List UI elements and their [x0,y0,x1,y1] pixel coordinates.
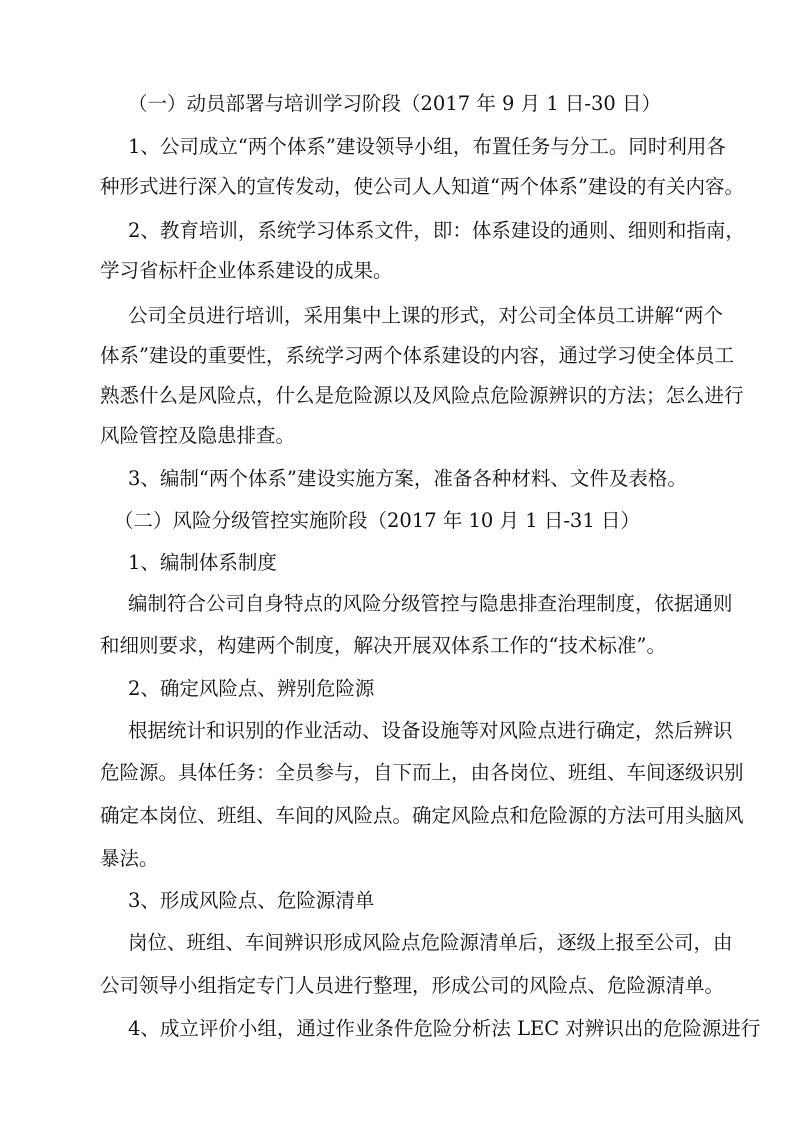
paragraph-line: 根据统计和识别的作业活动、设备设施等对风险点进行确定，然后辨识 [128,719,733,742]
paragraph-line: 暴法。 [100,847,159,870]
paragraph-line: 公司领导小组指定专门人员进行整理，形成公司的风险点、危险源清单。 [100,974,725,997]
section-heading-1: （一）动员部署与培训学习阶段（2017 年 9 月 1 日-30 日） [128,92,662,115]
paragraph-line: 编制符合公司自身特点的风险分级管控与隐患排查治理制度，依据通则 [128,592,733,615]
paragraph-line: 危险源。具体任务：全员参与，自下而上，由各岗位、班组、车间逐级识别 [100,761,744,784]
paragraph-line: 1、公司成立“两个体系”建设领导小组，布置任务与分工。同时利用各 [128,135,726,158]
paragraph-line: 岗位、班组、车间辨识形成风险点危险源清单后，逐级上报至公司，由 [128,931,733,954]
paragraph-line: 种形式进行深入的宣传发动，使公司人人知道“两个体系”建设的有关内容。 [100,175,744,198]
paragraph-line: 体系”建设的重要性，系统学习两个体系建设的内容，通过学习使全体员工 [100,344,734,367]
paragraph-line: 和细则要求，构建两个制度，解决开展双体系工作的“技术标准”。 [100,634,666,657]
paragraph-line: 确定本岗位、班组、车间的风险点。确定风险点和危险源的方法可用头脑风 [100,804,744,827]
subheading: 3、形成风险点、危险源清单 [128,889,375,912]
paragraph-line: 3、编制“两个体系”建设实施方案，准备各种材料、文件及表格。 [128,467,687,490]
subheading: 2、确定风险点、辨别危险源 [128,677,375,700]
paragraph-line: 熟悉什么是风险点，什么是危险源以及风险点危险源辨识的方法；怎么进行 [100,384,744,407]
paragraph-line: 学习省标杆企业体系建设的成果。 [100,259,393,282]
paragraph-line: 4、成立评价小组，通过作业条件危险分析法 LEC 对辨识出的危险源进行 [128,1017,761,1040]
paragraph-line: 2、教育培训，系统学习体系文件，即：体系建设的通则、细则和指南， [128,219,745,242]
section-heading-2: （二）风险分级管控实施阶段（2017 年 10 月 1 日-31 日） [114,509,640,532]
paragraph-line: 风险管控及隐患排查。 [100,424,296,447]
subheading: 1、编制体系制度 [128,551,277,574]
paragraph-line: 公司全员进行培训，采用集中上课的形式，对公司全体员工讲解“两个 [128,304,723,327]
